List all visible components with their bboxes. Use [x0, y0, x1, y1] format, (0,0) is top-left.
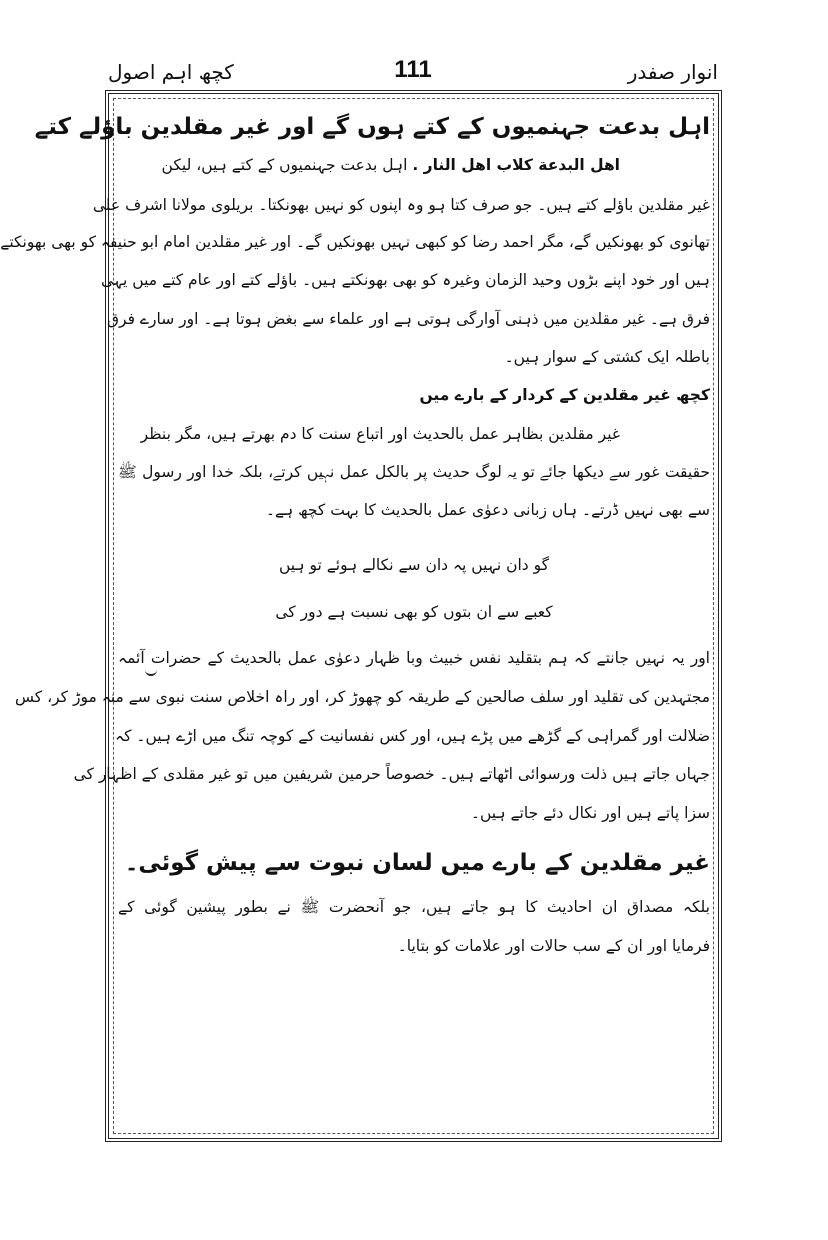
book-title: انوار صفدر — [627, 60, 718, 84]
paragraph-line — [118, 152, 710, 178]
verse-line: کعبے سے ان بتوں کو بھی نسبت ہے دور کی — [275, 603, 553, 621]
page-number: 111 — [394, 56, 432, 83]
paragraph-line: تھانوی کو بھونکیں گے، مگر احمد رضا کو کبھی نہیں بھونکیں گے۔ اور غیر مقلدین امام ابو حنیفہ کو بھی بھونکتے — [0, 233, 710, 251]
paragraph-line: غیر مقلدین بظاہر عمل بالحدیث اور اتباع سنت کا دم بھرتے ہیں، مگر بنظر — [140, 425, 620, 443]
section-title: کچھ اہم اصول — [108, 60, 234, 84]
paragraph-line: حقیقت غور سے دیکھا جائے تو یہ لوگ حدیث پر بالکل عمل نہیں کرتے، بلکہ خدا اور رسول ﷺ — [118, 463, 710, 481]
paragraph-line: فرق ہے۔ غیر مقلدین میں ذہنی آوارگی ہوتی ہے اور علماء سے بغض ہوتا ہے۔ اور سارے فرق — [107, 310, 710, 328]
paragraph-line: مجتہدین کی تقلید اور سلف صالحین کے طریقہ کو چھوڑ کر، اور راہ اخلاص سنت نبوی سے منہ موڑ کر، کس — [15, 688, 710, 706]
subheading-kirdar: کچھ غیر مقلدین کے کردار کے بارے میں — [419, 386, 710, 404]
heading-ahl-e-bidat: اہل بدعت جہنمیوں کے کتے ہوں گے اور غیر مقلدین باؤلے کتے — [34, 114, 710, 140]
paragraph-line: فرمایا اور ان کے سب حالات اور علامات کو بتایا۔ — [397, 937, 710, 955]
paragraph-line: سزا پاتے ہیں اور نکال دئے جاتے ہیں۔ — [470, 804, 710, 822]
page-header — [108, 56, 718, 92]
page-content — [0, 104, 710, 1134]
paragraph-line: بلکہ مصداق ان احادیث کا ہو جاتے ہیں، جو آنحضرت ﷺ نے بطور پیشین گوئی کے — [118, 898, 710, 916]
paragraph-line: اور یہ نہیں جانتے کہ ہم بتقلید نفس خبیث وبا ظہار دعوٰی عمل بالحدیث کے حضرات آئمہ — [118, 649, 710, 667]
heading-prophecy: غیر مقلدین کے بارے میں لسان نبوت سے پیش گوئی۔ — [124, 850, 710, 876]
paragraph-text: اہل بدعت جہنمیوں کے کتے ہیں، لیکن — [161, 156, 408, 174]
paragraph-line: جہاں جاتے ہیں ذلت ورسوائی اٹھاتے ہیں۔ خصوصاً حرمین شریفین میں تو غیر مقلدی کے اظہار کی — [73, 765, 710, 783]
paragraph-line: باطلہ ایک کشتی کے سوار ہیں۔ — [504, 348, 710, 366]
paragraph-line: سے بھی نہیں ڈرتے۔ ہاں زبانی دعوٰی عمل بالحدیث کا بہت کچھ ہے۔ — [265, 501, 710, 519]
paragraph-line: ضلالت اور گمراہی کے گڑھے میں پڑے ہیں، اور کس نفسانیت کے کوچہ تنگ میں اڑے ہیں۔ کہ — [115, 727, 710, 745]
paragraph-line: غیر مقلدین باؤلے کتے ہیں۔ جو صرف کتا ہو وہ اپنوں کو نہیں بھونکتا۔ بریلوی مولانا اشرف علی — [92, 196, 710, 214]
paragraph-line: ہیں اور خود اپنے بڑوں وحید الزمان وغیرہ کو بھی بھونکتے ہیں۔ باؤلے کتے اور عام کتے میں یہی — [101, 271, 710, 289]
arabic-quote: اهل البدعة كلاب اهل النار . — [412, 156, 620, 174]
verse-line: گو دان نہیں پہ دان سے نکالے ہوئے تو ہیں — [278, 556, 550, 574]
